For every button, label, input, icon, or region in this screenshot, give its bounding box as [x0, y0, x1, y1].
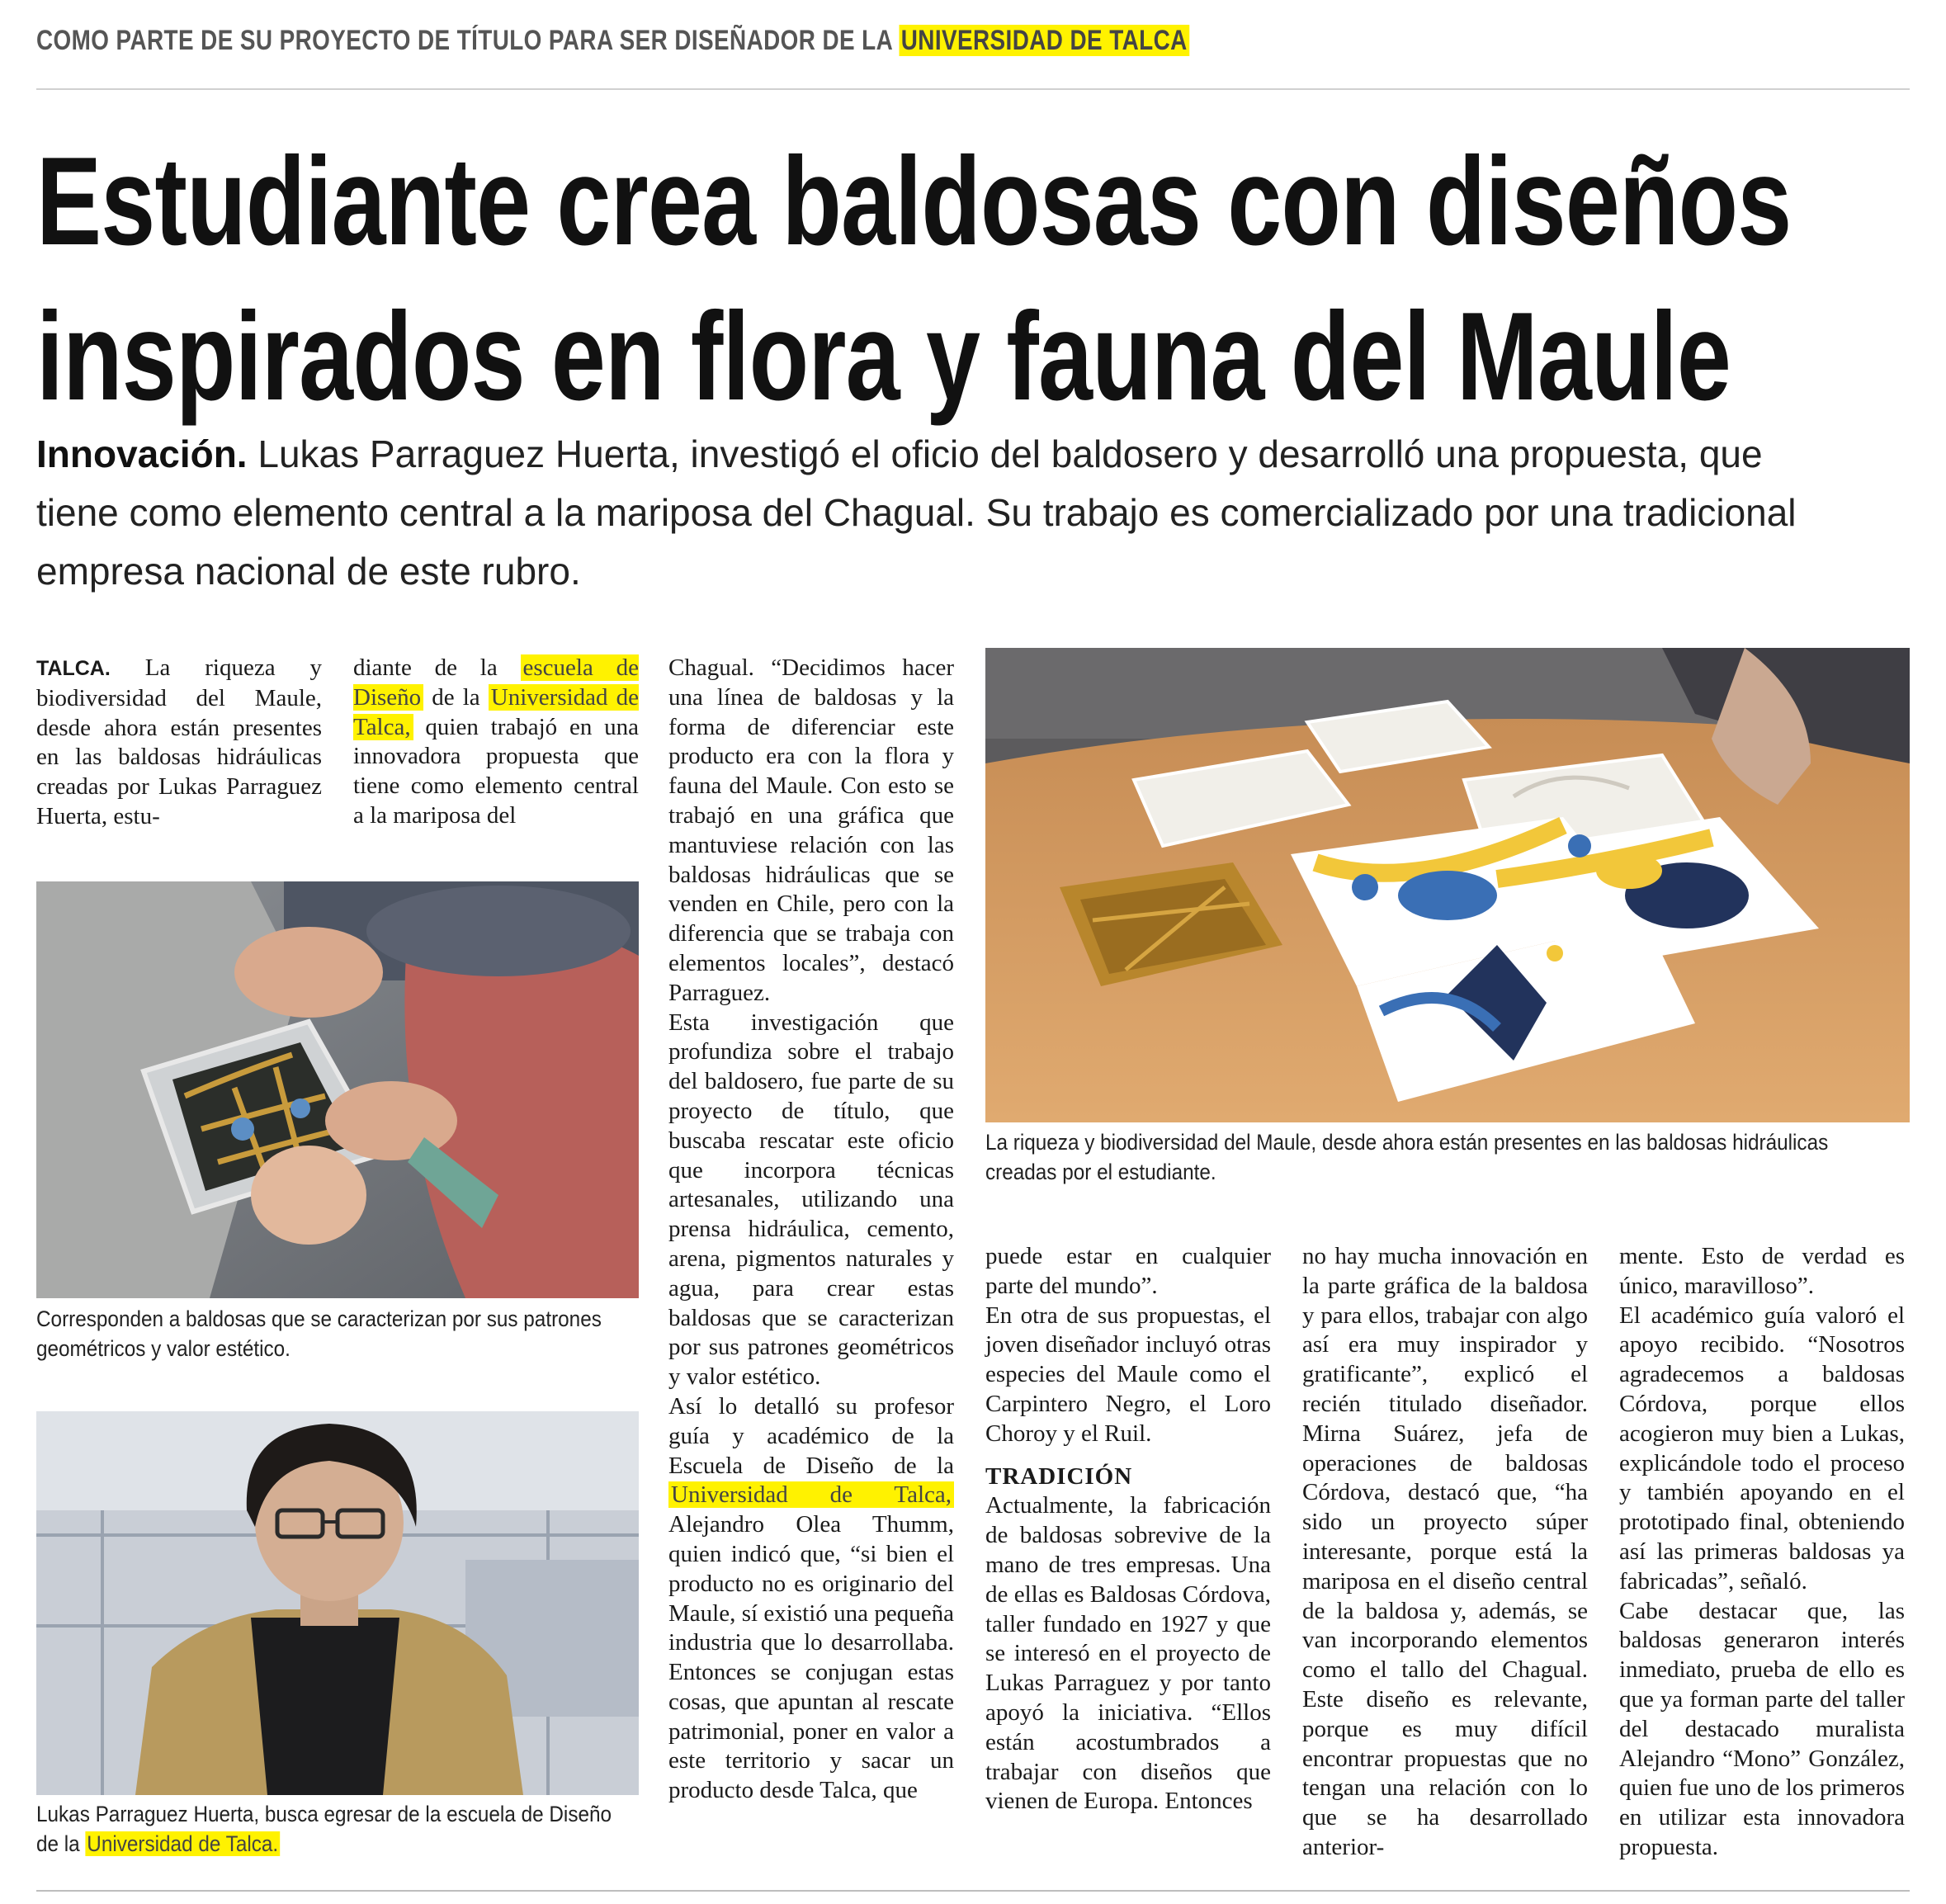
portrait-photo: [36, 1411, 639, 1795]
portrait-photo-caption: [36, 1799, 616, 1859]
body-column-3: [668, 654, 954, 1806]
col2-text-post: quien trabajó en una innovadora propuesta que tiene como elemento central a la mariposa del: [353, 713, 639, 829]
kicker: [36, 25, 1189, 57]
deck-label: Innovación.: [36, 432, 248, 475]
kicker-text: COMO PARTE DE SU PROYECTO DE TÍTULO PARA SER DISEÑADOR DE LA: [36, 25, 893, 56]
body-column-2: [353, 654, 639, 831]
col3-highlight: Universidad de Talca,: [668, 1481, 954, 1508]
col6-paragraph-1: mente. Esto de verdad es único, maravilloso”.: [1619, 1243, 1905, 1299]
headline-line-1: Estudiante crea baldosas con diseños: [36, 131, 1792, 272]
deck: [36, 425, 1844, 601]
workshop-photo-image: [36, 881, 639, 1298]
body-column-1: [36, 654, 322, 832]
body-column-6: [1619, 1242, 1905, 1863]
headline: [36, 124, 1791, 434]
col3-paragraph-1: Chagual. “Decidimos hacer una línea de baldosas y la forma de diferenciar este producto era con la flora y fauna del Maule. Con esto se trabajó en una gráfica que mantuviese relación con las baldosas hidráulicas que se venden en Chile, pero con la diferencia que se trabaja con elementos locales”, destacó Parraguez.: [668, 654, 954, 1006]
col3-paragraph-3: [668, 1392, 954, 1806]
col2-highlight-2: Universidad de Talca,: [353, 683, 640, 740]
main-photo-caption: La riqueza y biodiversidad del Maule, desde ahora están presentes en las baldosas hidráulicas creadas por el estudiante.: [985, 1130, 1829, 1184]
col4-paragraph-3: Actualmente, la fabricación de baldosas sobrevive de la mano de tres empresas. Una de ellas es Baldosas Córdova, taller fundado en 1927 y que se interesó en el proyecto de Lukas Parraguez y por tanto apoyó la iniciativa. “Ellos están acostumbrados a trabajar con diseños que vienen de Europa. Entonces: [985, 1492, 1271, 1815]
body-column-4: [985, 1242, 1271, 1817]
col6-paragraph-3: Cabe destacar que, las baldosas generaron interés inmediato, prueba de ello es que ya forman parte del taller del destacado muralista Alejandro “Mono” González, quien fue uno de los primeros en utilizar esta innovadora propuesta.: [1619, 1597, 1905, 1860]
col4-paragraph-2: En otra de sus propuestas, el joven diseñador incluyó otras especies del Maule como el Carpintero Negro, el Loro Choroy y el Ruil.: [985, 1302, 1271, 1447]
section-subhead: TRADICIÓN: [985, 1462, 1133, 1490]
col4-paragraph-1: puede estar en cualquier parte del mundo”.: [985, 1243, 1271, 1299]
col2-highlight-1: escuela de Diseño: [353, 654, 639, 711]
col3-p3-pre: Así lo detalló su profesor guía y académico de la Escuela de Diseño de la: [668, 1392, 954, 1479]
portrait-caption-text: Lukas Parraguez Huerta, busca egresar de la escuela de Diseño de la: [36, 1802, 612, 1856]
col3-p3-post: Alejandro Olea Thumm, quien indicó que, “si bien el producto no es originario del Maule, sí existió una pequeña industria que lo desarrollaba. Entonces se conjugan estas cosas, que apuntan al rescate patrimonial, poner en valor a este territorio y sacar un producto desde Talca, que: [668, 1511, 954, 1804]
col5-paragraph: no hay mucha innovación en la parte gráfica de la baldosa y para ellos, trabajar con algo así era muy inspirador y gratificante”, explicó el recién titulado diseñador. Mirna Suárez, jefa de operaciones de baldosas Córdova, destacó que, “ha sido un proyecto súper interesante, porque está la mariposa en el diseño central de la baldosa y, además, se van incorporando elementos como el tallo del Chagual. Este diseño es relevante, porque es muy difícil encontrar propuestas que no tengan una relación con lo que se ha desarrollado anterior-: [1302, 1243, 1588, 1860]
portrait-photo-image: [36, 1411, 639, 1795]
dateline: TALCA.: [36, 657, 111, 680]
workshop-photo-caption: Corresponden a baldosas que se caracterizan por sus patrones geométricos y valor estético.: [36, 1306, 602, 1361]
portrait-caption-highlight: Universidad de Talca.: [87, 1831, 279, 1856]
headline-line-2: inspirados en flora y fauna del Maule: [36, 286, 1731, 427]
col3-paragraph-2: Esta investigación que profundiza sobre el trabajo del baldosero, fue parte de su proyecto de título, que buscaba rescatar este oficio que incorpora técnicas artesanales, utilizando una prensa hidráulica, cemento, arena, pigmentos naturales y agua, para crear estas baldosas que se caracterizan por sus patrones geométricos y valor estético.: [668, 1009, 954, 1391]
body-column-5: [1302, 1242, 1588, 1863]
main-photo: [985, 648, 1910, 1122]
deck-text: Lukas Parraguez Huerta, investigó el oficio del baldosero y desarrolló una propuesta, que tiene como elemento central a la mariposa del Chagual. Su trabajo es comercializado por una tradicional empresa nacional de este rubro.: [36, 432, 1797, 593]
col2-text-pre: diante de la: [353, 654, 498, 681]
col1-text: La riqueza y biodiversidad del Maule, desde ahora están presentes en las baldosas hidráulicas creadas por Lukas Parraguez Huerta, estu-: [36, 654, 323, 829]
bottom-divider: [36, 1890, 1910, 1892]
workshop-photo: [36, 881, 639, 1298]
kicker-highlight: UNIVERSIDAD DE TALCA: [899, 25, 1189, 56]
col6-paragraph-2: El académico guía valoró el apoyo recibido. “Nosotros agradecemos a baldosas Córdova, porque ellos acogieron muy bien a Lukas, explicándole todo el proceso y también apoyando en el prototipado final, obteniendo así las primeras baldosas ya fabricadas”, señaló.: [1619, 1302, 1905, 1595]
col2-text-mid: de la: [432, 683, 480, 711]
top-divider: [36, 88, 1910, 90]
main-photo-image: [985, 648, 1910, 1122]
